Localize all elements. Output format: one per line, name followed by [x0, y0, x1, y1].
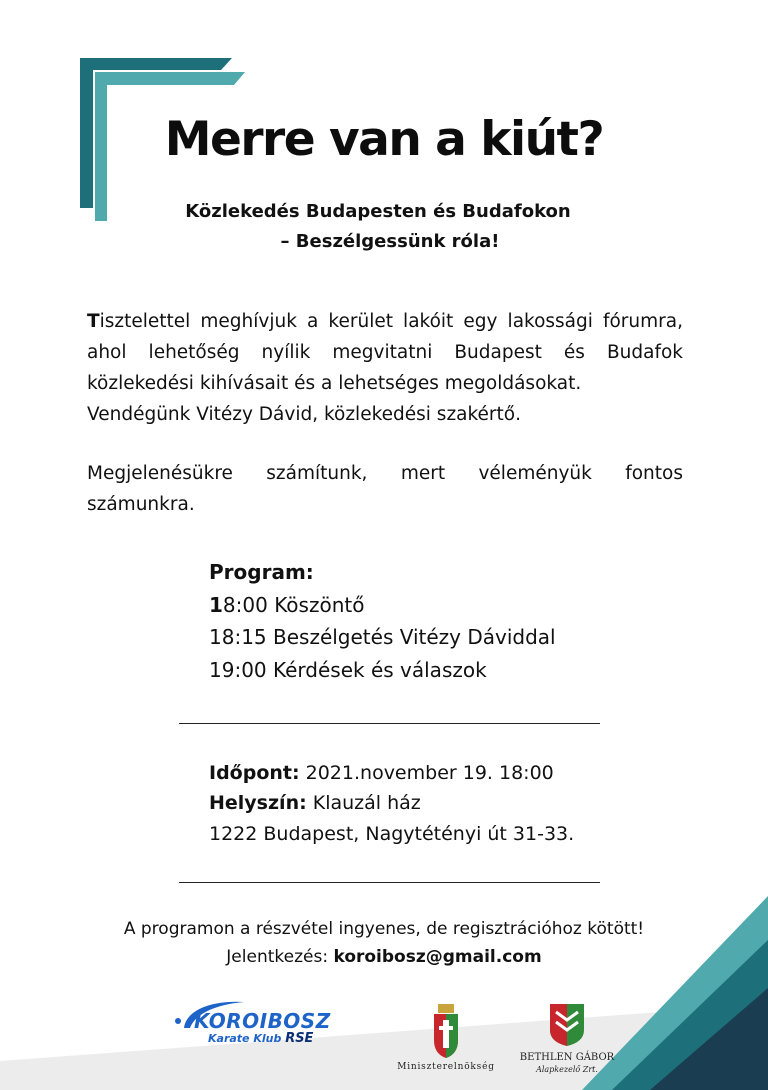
footer-signup	[0, 943, 768, 971]
program-heading: Program:	[209, 560, 314, 584]
program-item-1-initial: 1	[209, 593, 223, 617]
program-item-2: 18:15 Beszélgetés Vitézy Dáviddal	[209, 625, 556, 649]
intro-line-2: ahol lehetőség nyílik megvitatni Budapest és Budafok	[87, 342, 683, 363]
program-item-1-text: 8:00 Köszöntő	[222, 593, 365, 617]
bethlen-sub: Alapkezelő Zrt.	[536, 1065, 598, 1074]
subtitle-line-1: Közlekedés Budapesten és Budafokon	[185, 201, 571, 222]
club-name: KOROIBOSZ	[194, 1009, 331, 1033]
date-value: 2021.november 19. 18:00	[299, 762, 554, 784]
footer-registration-note: A programon a részvétel ingyenes, de regisztrációhoz kötött!	[123, 919, 645, 939]
intro-line-5: Megjelenésükre számítunk, mert véleményük fontos	[87, 463, 683, 484]
place-value: Klauzál ház	[306, 792, 421, 814]
page-title: Merre van a kiút?	[164, 112, 604, 167]
club-rse: RSE	[285, 1031, 314, 1046]
divider-2	[179, 882, 600, 883]
intro-line-1	[87, 306, 683, 337]
place-row	[209, 788, 421, 819]
intro-line-6: számunkra.	[87, 494, 195, 515]
bethlen-gabor-logo	[519, 1002, 615, 1082]
program-item-3: 19:00 Kérdések és válaszok	[209, 658, 487, 682]
program-item-1	[209, 589, 364, 621]
subtitle-line-2: – Beszélgessünk róla!	[280, 231, 500, 252]
signup-email: koroibosz@gmail.com	[333, 947, 542, 967]
place-label: Helyszín:	[209, 792, 307, 814]
divider-1	[179, 723, 600, 724]
bethlen-name: BETHLEN GÁBOR	[519, 1052, 615, 1063]
date-row	[209, 758, 554, 789]
ministry-logo	[386, 1002, 506, 1082]
intro-initial: T	[87, 311, 100, 332]
ministry-name: Miniszterelnökség	[397, 1062, 495, 1072]
koroibosz-logo	[172, 996, 357, 1046]
address: 1222 Budapest, Nagytétényi út 31-33.	[209, 823, 575, 845]
club-sub: Karate Klub RSE	[208, 1031, 314, 1046]
signup-label: Jelentkezés:	[226, 947, 334, 967]
date-label: Időpont:	[209, 762, 300, 784]
intro-line-4: Vendégünk Vitézy Dávid, közlekedési szakértő.	[87, 404, 521, 425]
intro-line-1-rest: isztelettel meghívjuk a kerület lakóit egy lakossági fórumra,	[99, 311, 683, 332]
bethlen-shield-icon	[524, 1002, 610, 1048]
coat-of-arms-icon	[386, 1002, 506, 1062]
intro-line-3: közlekedési kihívásait és a lehetséges megoldásokat.	[87, 373, 582, 394]
